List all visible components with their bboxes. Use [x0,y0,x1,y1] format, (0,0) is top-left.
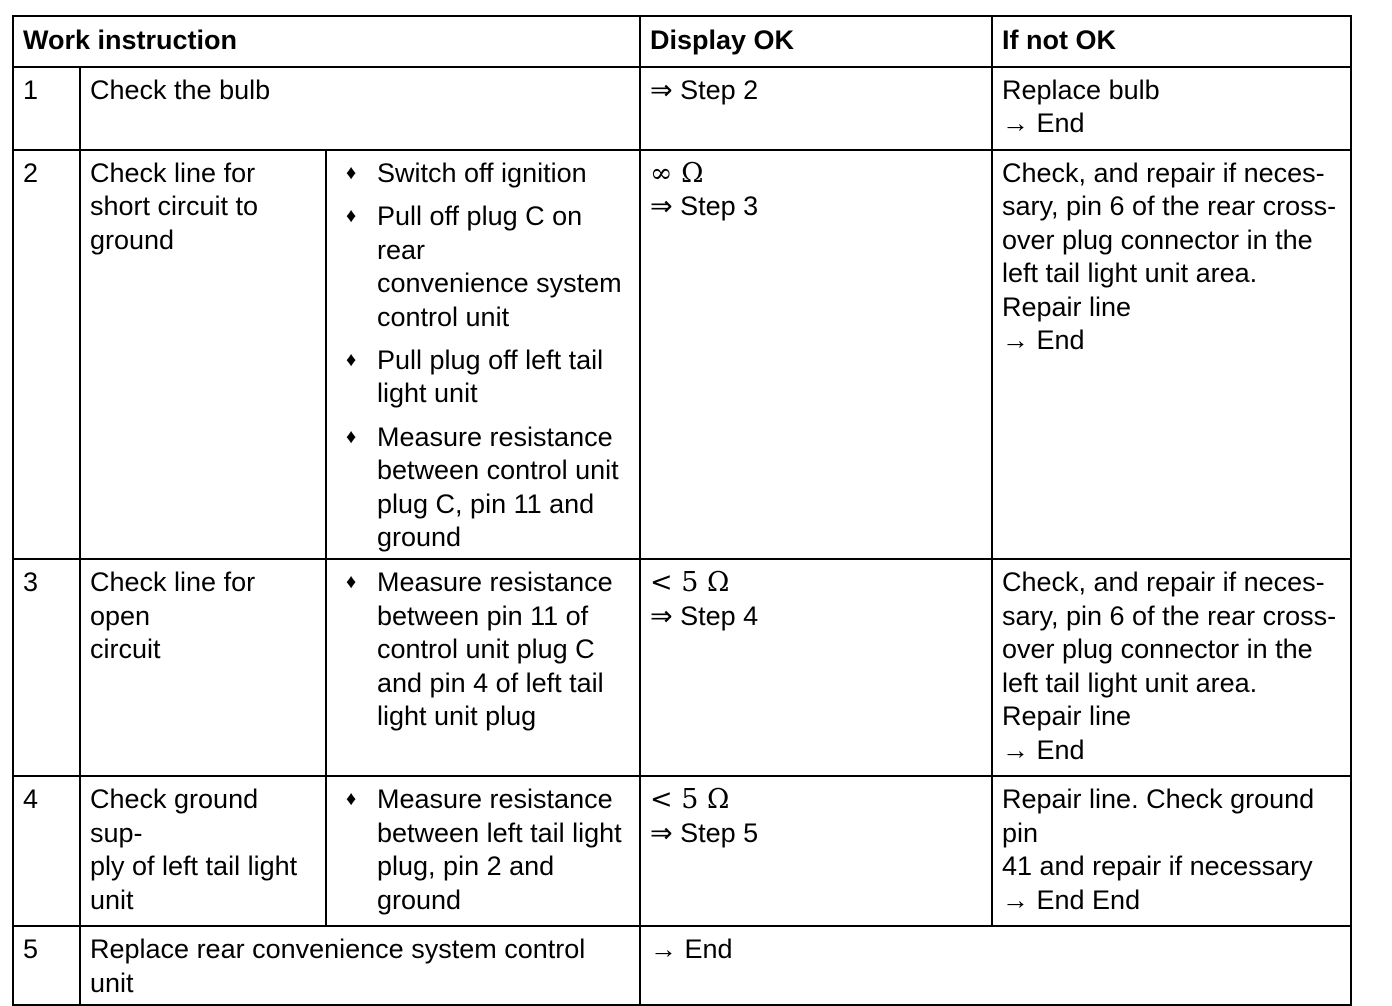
action-text: Measure resistance between control unit plug C, pin 11 and ground [377,421,619,553]
if-not-ok-cell [992,559,1351,776]
table-row-step-4 [13,776,1351,926]
step-number [13,150,80,559]
not-ok-next: → End [1002,108,1085,139]
not-ok-repair: Repair line [1002,291,1132,322]
check-cell [80,559,326,776]
action-item [336,783,631,917]
display-ok-cell [640,559,992,776]
action-list [336,157,631,554]
step-number [13,559,80,776]
table-row-step-2 [13,150,1351,559]
not-ok-next: → End [1002,325,1085,356]
work-instruction-table [12,15,1352,1006]
not-ok-action: Check, and repair if neces- sary, pin 6 of the rear cross- over plug connector in the left tail light unit area. [1002,158,1337,289]
ok-result: → End [650,934,733,965]
check-text: Check line for short circuit to ground [90,158,259,255]
bullet-icon: ♦ [346,788,357,811]
display-ok-cell [640,150,992,559]
not-ok-action: Check, and repair if neces- sary, pin 6 of the rear cross- over plug connector in the left tail light unit area. [1002,567,1337,698]
check-text: Check ground sup- ply of left tail light unit [90,784,298,915]
ok-result: ⇒ Step 5 [650,817,759,848]
action-text: Switch off ignition [377,158,587,188]
not-ok-next: → End [1002,734,1085,765]
check-cell [80,776,326,926]
table-row-step-5 [13,926,1351,1005]
display-ok-cell [640,67,992,150]
bullet-icon: ♦ [346,571,357,594]
action-text: Measure resistance between left tail light plug, pin 2 and ground [377,784,622,915]
action-item [336,566,631,733]
not-ok-action: Replace bulb [1002,75,1160,105]
check-text: Check the bulb [90,75,271,105]
header-work-instruction: Work instruction [13,16,640,67]
step-number-text: 3 [23,567,39,598]
not-ok-action: Repair line. Check ground pin 41 and repair if necessary [1002,784,1315,882]
check-cell [80,926,640,1005]
bullet-icon: ♦ [346,349,357,372]
action-item [336,421,631,555]
if-not-ok-cell [992,67,1351,150]
ok-value: < 5 Ω [650,784,730,816]
step-number [13,926,80,1005]
actions-cell [326,559,640,776]
actions-cell [326,776,640,926]
step-number [13,67,80,150]
check-cell [80,67,640,150]
action-item [336,344,631,411]
action-item [336,200,631,334]
header-if-not-ok: If not OK [992,16,1351,67]
display-ok-cell [640,776,992,926]
step-number-text: 4 [23,784,39,815]
action-list [336,566,631,733]
check-text: Replace rear convenience system control unit [90,934,586,998]
ok-result: ⇒ Step 4 [650,600,759,631]
ok-value: < 5 Ω [650,567,730,599]
action-text: Measure resistance between pin 11 of control unit plug C and pin 4 of left tail light unit plug [377,567,613,732]
bullet-icon: ♦ [346,162,357,184]
bullet-icon: ♦ [346,425,357,448]
action-text: Pull off plug C on rear convenience system control unit [377,201,622,332]
action-list [336,783,631,917]
step-number [13,776,80,926]
header-row [13,16,1351,67]
if-not-ok-cell [992,150,1351,559]
action-text: Pull plug off left tail light unit [377,345,604,409]
not-ok-repair: Repair line [1002,701,1132,732]
header-display-ok: Display OK [640,16,992,67]
action-item [336,157,631,190]
step-number-text: 2 [23,158,39,188]
actions-cell [326,150,640,559]
not-ok-next: → End End [1002,884,1141,915]
step-number-text: 5 [23,934,39,965]
ok-result: ⇒ Step 2 [650,75,759,105]
if-not-ok-cell [992,776,1351,926]
check-text: Check line for open circuit [90,567,256,665]
ok-result: ⇒ Step 3 [650,191,759,222]
table-row-step-3 [13,559,1351,776]
check-cell [80,150,326,559]
display-ok-cell [640,926,1351,1005]
table-row-step-1 [13,67,1351,150]
ok-value: ∞ Ω [650,158,704,189]
step-number-text: 1 [23,75,39,105]
bullet-icon: ♦ [346,205,357,228]
